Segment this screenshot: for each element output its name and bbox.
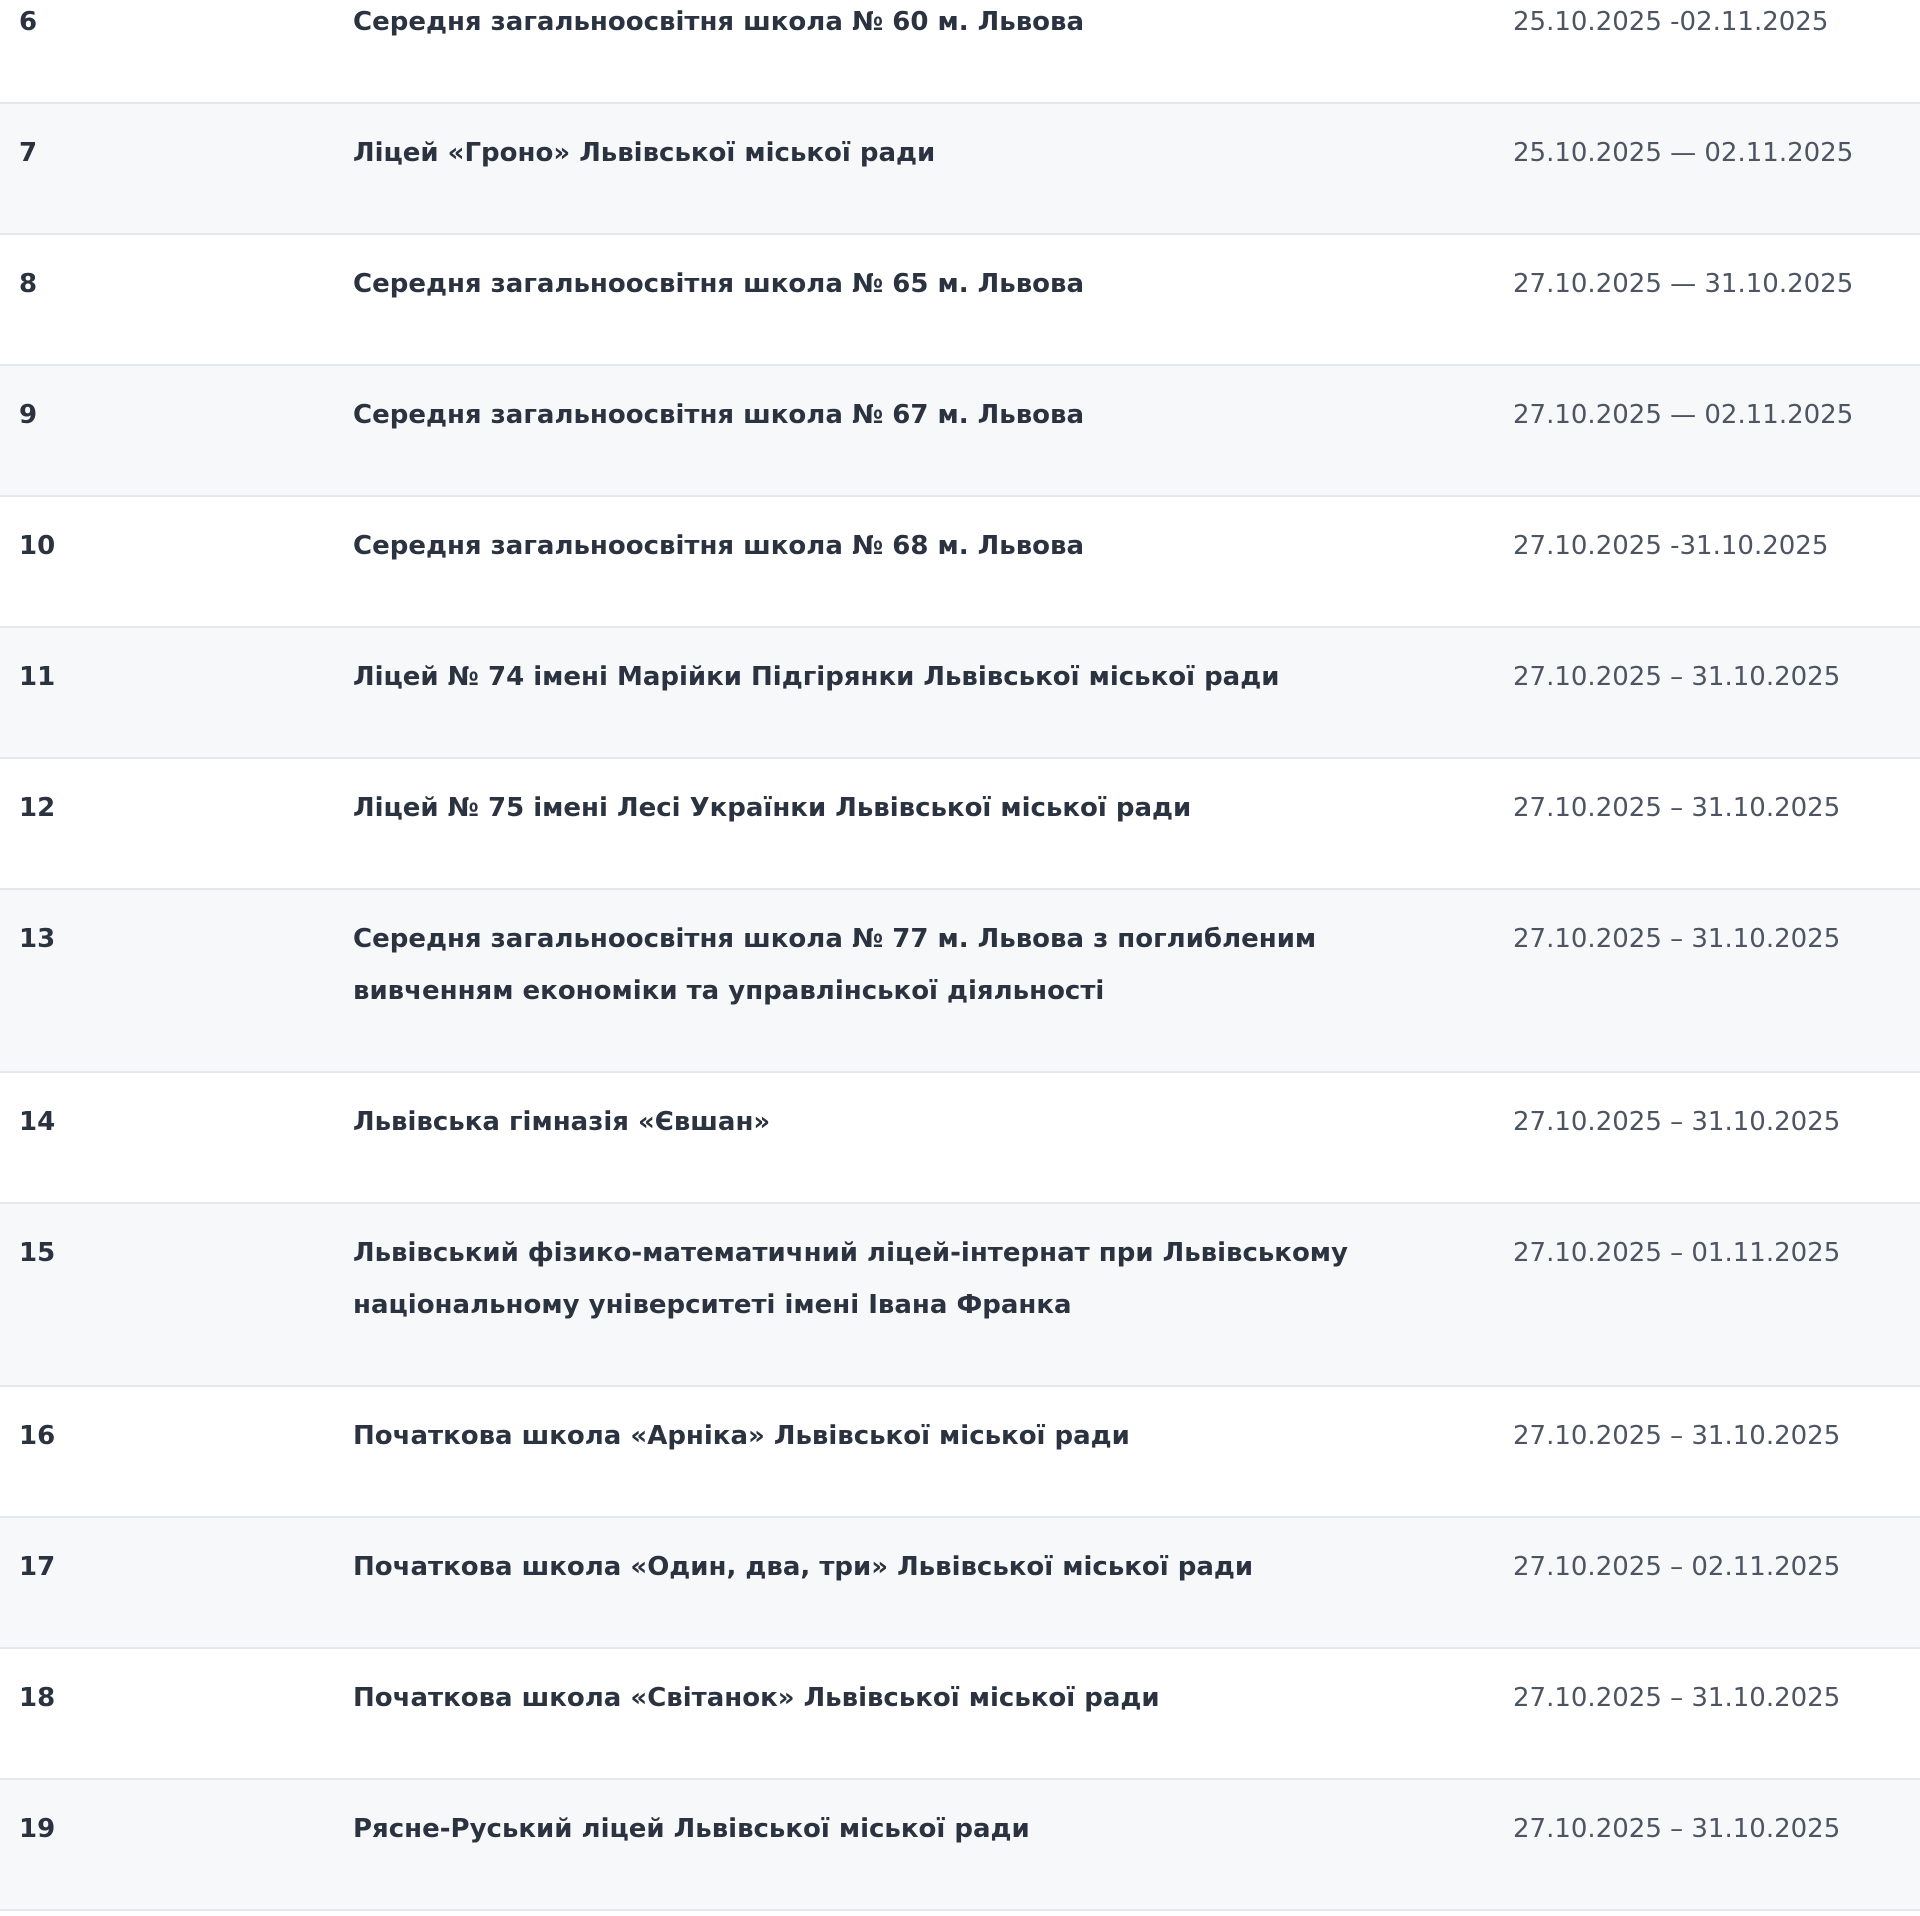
- holiday-dates: 25.10.2025 -02.11.2025: [1513, 7, 1829, 37]
- row-number: 12: [19, 793, 56, 823]
- holiday-dates: 27.10.2025 – 31.10.2025: [1513, 1107, 1841, 1137]
- holiday-dates: 25.10.2025 — 02.11.2025: [1513, 138, 1854, 168]
- row-number: 15: [19, 1238, 56, 1268]
- table-row: [0, 497, 1920, 628]
- holiday-dates: 27.10.2025 – 31.10.2025: [1513, 662, 1841, 692]
- holiday-dates: 27.10.2025 – 31.10.2025: [1513, 1814, 1841, 1844]
- row-number: 11: [19, 662, 56, 692]
- table-row: [0, 759, 1920, 890]
- school-name: Львівський фізико-математичний ліцей-інтернат при Львівському національному університеті імені Івана Франка: [353, 1238, 1349, 1320]
- table-row: [0, 1204, 1920, 1387]
- school-name: Середня загальноосвітня школа № 60 м. Львова: [353, 7, 1085, 37]
- holiday-dates: 27.10.2025 — 02.11.2025: [1513, 400, 1854, 430]
- holiday-dates: 27.10.2025 — 31.10.2025: [1513, 269, 1854, 299]
- row-number: 10: [19, 531, 56, 561]
- row-number: 7: [19, 138, 38, 168]
- school-name: Початкова школа «Арніка» Львівської міської ради: [353, 1421, 1130, 1451]
- table-row: [0, 1780, 1920, 1911]
- table-row: [0, 628, 1920, 759]
- holiday-dates: 27.10.2025 – 31.10.2025: [1513, 793, 1841, 823]
- row-number: 19: [19, 1814, 56, 1844]
- school-name: Середня загальноосвітня школа № 77 м. Львова з поглибленим вивченням економіки та управлінської діяльності: [353, 924, 1317, 1006]
- school-name: Рясне-Руський ліцей Львівської міської ради: [353, 1814, 1030, 1844]
- holiday-dates: 27.10.2025 – 02.11.2025: [1513, 1552, 1841, 1582]
- table-row: [0, 366, 1920, 497]
- school-name: Початкова школа «Світанок» Львівської міської ради: [353, 1683, 1160, 1713]
- school-name: Початкова школа «Один, два, три» Львівської міської ради: [353, 1552, 1254, 1582]
- table-row: [0, 1649, 1920, 1780]
- row-number: 8: [19, 269, 38, 299]
- table-row: [0, 1073, 1920, 1204]
- table-row: [0, 0, 1920, 104]
- table-row: [0, 1518, 1920, 1649]
- table-row: [0, 235, 1920, 366]
- row-number: 13: [19, 924, 56, 954]
- holiday-dates: 27.10.2025 – 31.10.2025: [1513, 924, 1841, 954]
- table-row: [0, 890, 1920, 1073]
- table-row: [0, 1387, 1920, 1518]
- holiday-dates: 27.10.2025 – 31.10.2025: [1513, 1421, 1841, 1451]
- holiday-dates: 27.10.2025 – 31.10.2025: [1513, 1683, 1841, 1713]
- school-name: Середня загальноосвітня школа № 68 м. Львова: [353, 531, 1085, 561]
- school-name: Львівська гімназія «Євшан»: [353, 1107, 771, 1137]
- row-number: 9: [19, 400, 38, 430]
- row-number: 6: [19, 7, 38, 37]
- holiday-dates: 27.10.2025 -31.10.2025: [1513, 531, 1829, 561]
- school-name: Середня загальноосвітня школа № 67 м. Львова: [353, 400, 1085, 430]
- school-name: Середня загальноосвітня школа № 65 м. Львова: [353, 269, 1085, 299]
- row-number: 16: [19, 1421, 56, 1451]
- school-name: Ліцей № 74 імені Марійки Підгірянки Львівської міської ради: [353, 662, 1280, 692]
- table-row: [0, 104, 1920, 235]
- row-number: 17: [19, 1552, 56, 1582]
- row-number: 14: [19, 1107, 56, 1137]
- school-name: Ліцей «Гроно» Львівської міської ради: [353, 138, 936, 168]
- row-number: 18: [19, 1683, 56, 1713]
- school-name: Ліцей № 75 імені Лесі Українки Львівської міської ради: [353, 793, 1192, 823]
- holiday-dates: 27.10.2025 – 01.11.2025: [1513, 1238, 1841, 1268]
